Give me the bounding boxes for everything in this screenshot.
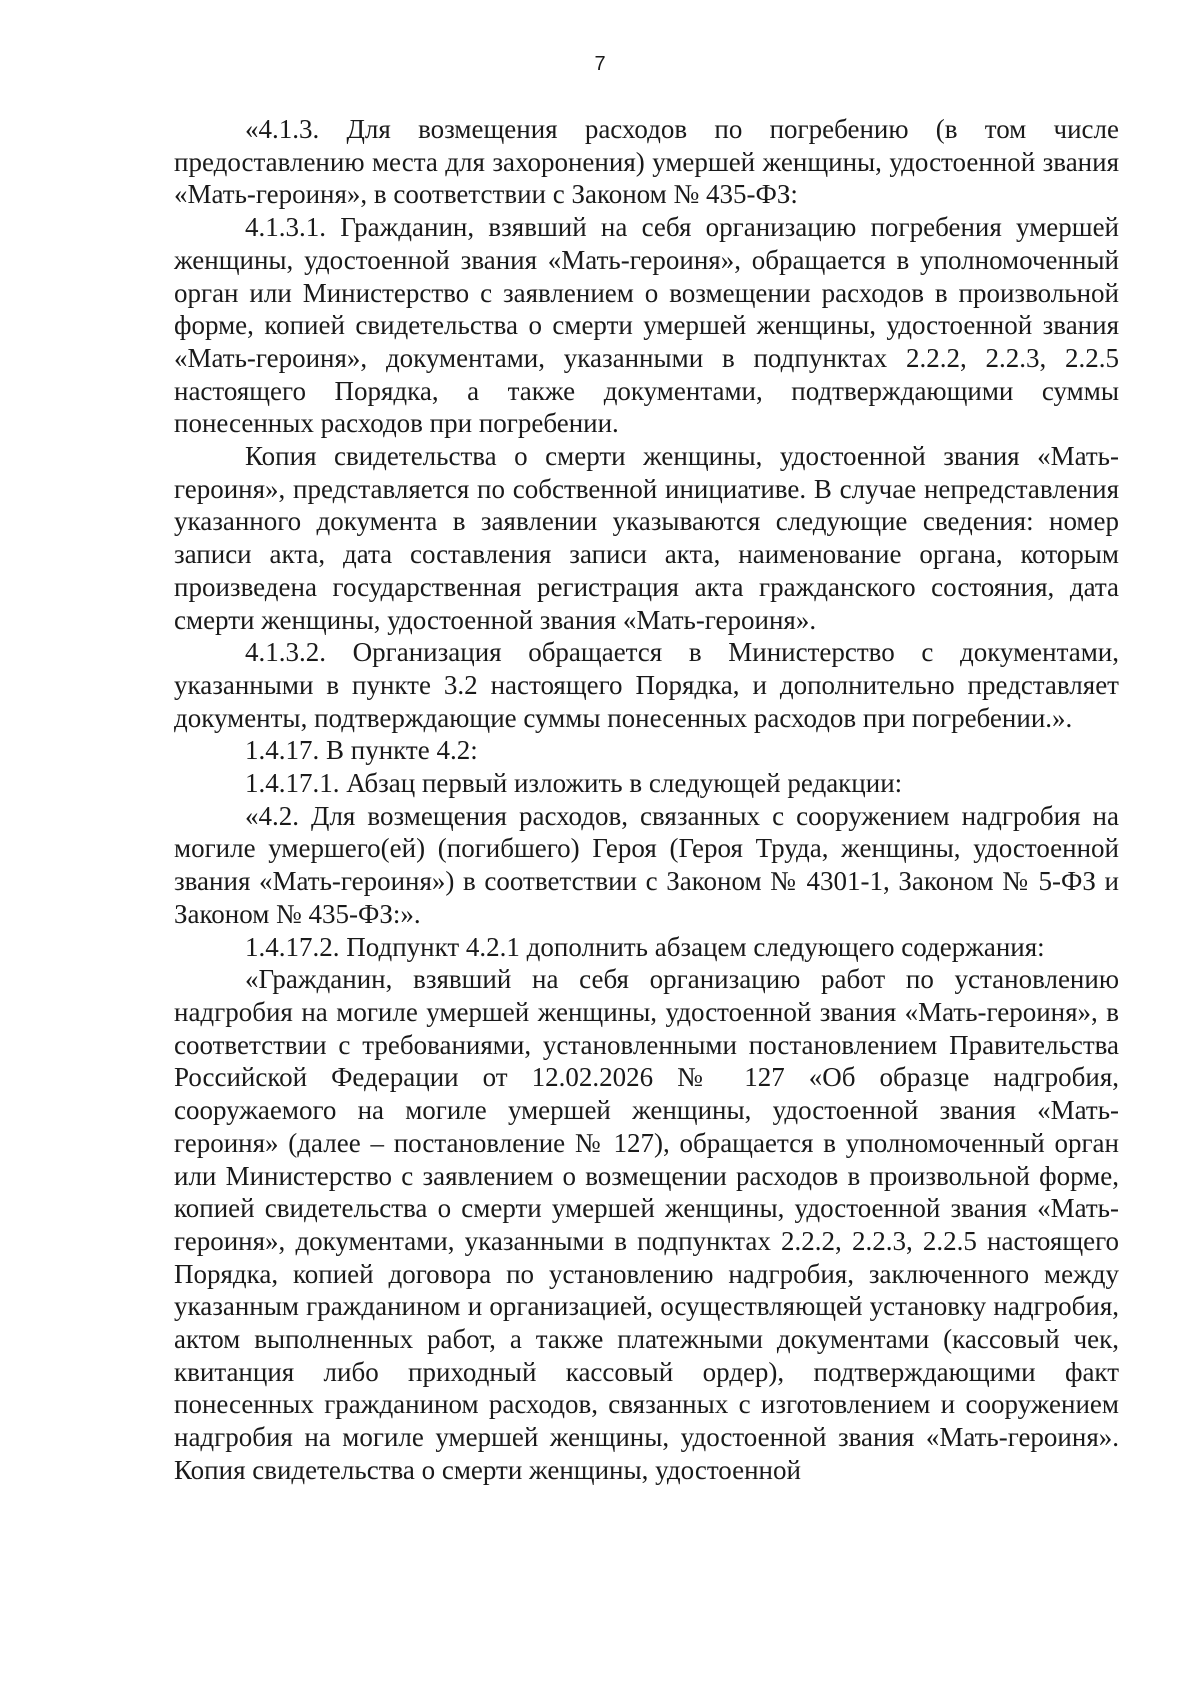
paragraph-1-4-17-1: 1.4.17.1. Абзац первый изложить в следующей редакции: [245,768,903,799]
document-body [174,113,1119,1487]
paragraph-citizen-tombstone: «Гражданин, взявший на себя организацию работ по установлению надгробия на могиле умершей женщины, удостоенной звания «Мать-героиня», в соответствии с требованиями, установленными постановлением Правительства Российской Федерации от 12.02.2026 № 127 «Об образце надгробия, сооружаемого на могиле умершей женщины, удостоенной звания «Мать-героиня» (далее – постановление № 127), обращается в уполномоченный орган или Министерство с заявлением о возмещении расходов в произвольной форме, копией свидетельства о смерти умершей женщины, удостоенной звания «Мать-героиня», документами, указанными в подпунктах 2.2.2, 2.2.3, 2.2.5 настоящего Порядка, копией договора по установлению надгробия, заключенного между указанным гражданином и организацией, осуществляющей установку надгробия, актом выполненных работ, а также платежными документами (кассовый чек, квитанция либо приходный кассовый ордер), подтверждающими факт понесенных гражданином расходов, связанных с изготовлением и сооружением надгробия на могиле умершей женщины, удостоенной звания «Мать-героиня». Копия свидетельства о смерти женщины, удостоенной [174,964,1119,1485]
paragraph-4-2: «4.2. Для возмещения расходов, связанных с сооружением надгробия на могиле умершего(ей) (погибшего) Героя (Героя Труда, женщины, удостоенной звания «Мать-героиня») в соответствии с Законом № 4301-1, Законом № 5-ФЗ и Законом № 435-ФЗ:». [174,800,1119,929]
paragraph-4-1-3: «4.1.3. Для возмещения расходов по погребению (в том числе предоставлению места для захоронения) умершей женщины, удостоенной звания «Мать-героиня», в соответствии с Законом № 435-ФЗ: [174,114,1119,210]
paragraph-4-1-3-1: 4.1.3.1. Гражданин, взявший на себя организацию погребения умершей женщины, удостоенной звания «Мать-героиня», обращается в уполномоченный орган или Министерство с заявлением о возмещении расходов в произвольной форме, копией свидетельства о смерти умершей женщины, удостоенной звания «Мать-героиня», документами, указанными в подпунктах 2.2.2, 2.2.3, 2.2.5 настоящего Порядка, а также документами, подтверждающими суммы понесенных расходов при погребении. [174,212,1119,439]
paragraph-certificate-copy: Копия свидетельства о смерти женщины, удостоенной звания «Мать-героиня», представляется по собственной инициативе. В случае непредставления указанного документа в заявлении указываются следующие сведения: номер записи акта, дата составления записи акта, наименование органа, которым произведена государственная регистрация акта гражданского состояния, дата смерти женщины, удостоенной звания «Мать-героиня». [174,441,1119,635]
paragraph-1-4-17-2: 1.4.17.2. Подпункт 4.2.1 дополнить абзацем следующего содержания: [245,931,1045,962]
page-number: 7 [594,53,606,75]
paragraph-1-4-17: 1.4.17. В пункте 4.2: [245,735,478,766]
paragraph-4-1-3-2: 4.1.3.2. Организация обращается в Министерство с документами, указанными в пункте 3.2 настоящего Порядка, и дополнительно представляет документы, подтверждающие суммы понесенных расходов при погребении.». [174,637,1119,733]
